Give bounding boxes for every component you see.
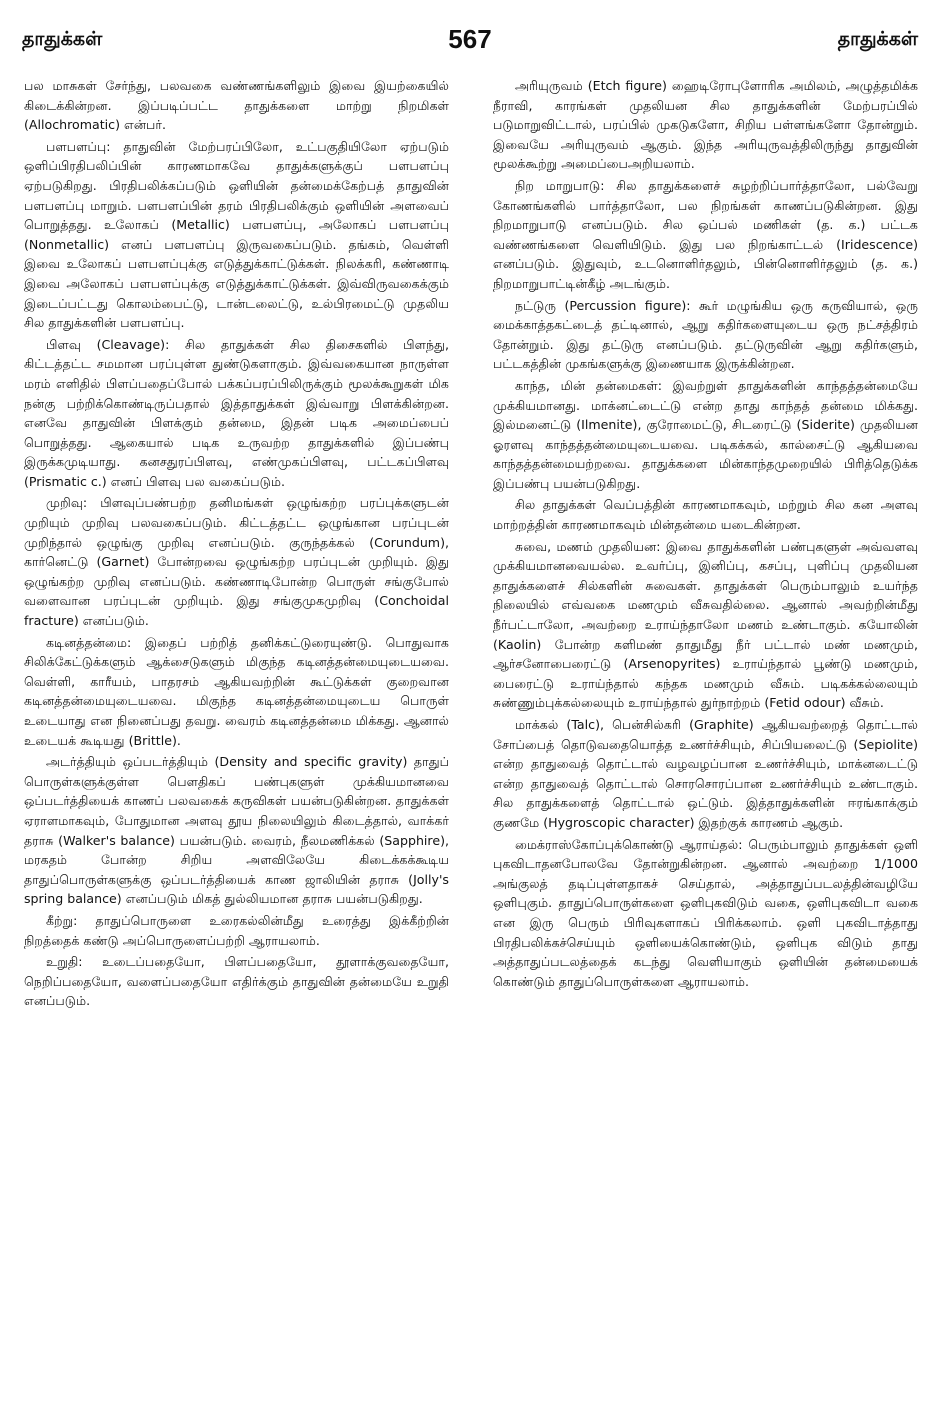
paragraph-streak: கீற்று: தாதுப்பொருளை உரைகல்லின்மீது உரைத்து இக்கீற்றின் நிறத்தைக் கண்டு அப்பொருளைப்பற்றி ஆராயலாம்.: [24, 912, 449, 948]
paragraph-density: அடர்த்தியும் ஒப்படர்த்தியும் (Density and specific gravity) தாதுப் பொருள்களுக்குள்ள பௌதிகப் பண்புகளுள் முக்கியமானவை ஒப்படர்த்தியைக் காணப் பலவகைக் கருவிகள் பயன்படுகின்றன. தாதுக்கள் ஏராளமாகவும், போதுமான அளவு தூய நிலையிலும் கிடைத்தால், வாக்கர் தராசு (Walker's balance) பயன்படும். வைரம், நீலமணிக்கல் (Sapphire), மரகதம் போன்ற சிறிய அளவிலேயே கிடைக்கக்கூடிய தாதுப்பொருள்களுக்கு ஒப்படர்த்தியைக் காண ஜாலியின் தராசு (Jolly's spring balance) எனப்படும் மிகத் துல்லியமான தராசு பயன்படுகிறது.: [24, 754, 449, 907]
paragraph-electric: சில தாதுக்கள் வெப்பத்தின் காரணமாகவும், மற்றும் சில கன அளவு மாற்றத்தின் காரணமாகவும் மின்தன்மை யடைகின்றன.: [493, 497, 918, 533]
page-number: 567: [448, 24, 492, 54]
paragraph-microscope: மைக்ராஸ்கோப்புக்கொண்டு ஆராய்தல்: பெரும்பாலும் தாதுக்கள் ஒளி புகவிடாதனபோலவே தோன்றுகின்றன. ஆனால் அவற்றை 1/1000 அங்குலத் தடிப்புள்ளதாகச் செய்தால், அத்தாதுப்படலத்தின்வழியே ஒளிபுகும். தாதுப்பொருள்களை ஒளிபுகவிடும் வகை, ஒளிபுகவிடா வகை என இரு பெரும் பிரிவுகளாகப் பிரிக்கலாம். ஒளி புகவிடாத்தாது பிரதிபலிக்கச்செய்யும் ஒளியைக்கொண்டும், ஒளிபுக விடும் தாது அத்தாதுப்படலத்தைக் கடந்து வெளியாகும் ஒளியின் தன்மையைக் கொண்டும் தாதுப்பொருள்களை ஆராயலாம்.: [493, 836, 918, 989]
paragraph-feel: மாக்கல் (Talc), பென்சில்கரி (Graphite) ஆகியவற்றைத் தொட்டால் சோப்பைத் தொடுவதையொத்த உணர்ச்சியும், சிப்பியலைட்டு (Sepiolite) என்ற தாதுவைத் தொட்டால் வழவழப்பான உணர்ச்சியும், மாக்னடைட்டு என்ற தாதுவைத் தொட்டால் சொரசொரப்பான உணர்ச்சியும் உண்டாகும். சில தாதுக்களைத் தொட்டால் ஒட்டும். இத்தாதுக்களின் ஈரங்காக்கும் குணமே (Hygroscopic character) இதற்குக் காரணம் ஆகும்.: [493, 717, 918, 830]
running-head-left: தாதுக்கள்: [22, 28, 103, 50]
paragraph-etch-figure: அரியுருவம் (Etch figure) ஹைடிரோபுளோரிக அமிலம், அழுத்தமிக்க நீராவி, காரங்கள் முதலியன சில தாதுக்களின் மேற்பரப்பில் படுமாறுவிட்டால், பரப்பில் முகடுகளோ, சிறிய பள்ளங்களோ தோன்றும். இவையே அரியுருவம் ஆகும். இந்த அரியுருவத்திலிருந்து தாதுவின் மூலக்கூற்று அமைப்பைஅறியலாம்.: [493, 78, 918, 172]
right-column: [493, 76, 918, 1406]
paragraph-fracture: முறிவு: பிளவுப்பண்பற்ற தனிமங்கள் ஒழுங்கற்ற பரப்புக்களுடன் முறியும் முறிவு பலவகைப்படும். கிட்டத்தட்ட ஒழுங்கான பரப்புடன் முறிந்தால் ஒழுங்கு முறிவு எனப்படும். குருந்தக்கல் (Corundum), கார்னெட்டு (Garnet) போன்றவை ஒழுங்கற்ற பரப்புடன் முறியும். இது ஒழுங்கற்ற முறிவு எனப்படும். கண்ணாடிபோன்ற பொருள் சங்குபோல் வளைவான பரப்புடன் முறியும். இது சங்குமுகமுறிவு (Conchoidal fracture) எனப்படும்.: [24, 495, 449, 629]
page-header: [22, 24, 918, 64]
paragraph-play-of-colour: நிற மாறுபாடு: சில தாதுக்களைச் சுழற்றிப்பார்த்தாலோ, பல்வேறு கோணங்களில் பார்த்தாலோ, பல நிறங்கள் காணப்படுகின்றன. இது நிறமாறுபாடு எனப்படும். சில ஒப்பல் மணிகள் (த. க.) பட்டக வண்ணங்களை வெளியிடும். இது பல நிறங்காட்டல் (Iridescence) எனப்படும். இதுவும், உடனொளிர்தலும், பின்னொளிர்தலும் (த. க.) நிறமாறுபாட்டின்கீழ் அடங்கும்.: [493, 177, 918, 291]
paragraph-magnetic: காந்த, மின் தன்மைகள்: இவற்றுள் தாதுக்களின் காந்தத்தன்மையே முக்கியமானது. மாக்னட்டைட்டு என்ற தாது காந்தத் தன்மை மிக்கது. இல்மனைட்டு (Ilmenite), குரோமைட்டு, சிடரைட்டு (Siderite) முதலியன ஓரளவு காந்தத்தன்மையுடையவை. படிகக்கல், கால்சைட்டு ஆகியவை காந்தத்தன்மையற்றவை. தாதுக்களை மின்காந்தமுறையில் பிரித்தெடுக்க இப்பண்பு பயன்படுகிறது.: [493, 377, 918, 491]
paragraph-lustre: பளபளப்பு: தாதுவின் மேற்பரப்பிலோ, உட்பகுதியிலோ ஏற்படும் ஒளிப்பிரதிபலிப்பின் காரணமாகவே தாதுக்களுக்குப் பளபளப்பு ஏற்படுகிறது. பிரதிபலிக்கப்படும் ஒளியின் தன்மைக்கேற்பத் தாதுவின் பளபளப்பு மாறும். பளபளப்பின் தரம் பிரதிபலிக்கும் ஒளியின் அளவைப் பொறுத்தது. உலோகப் (Metallic) பளபளப்பு, அலோகப் பளபளப்பு (Nonmetallic) எனப் பளபளப்பு இருவகைப்படும். தங்கம், வெள்ளி இவை உலோகப் பளபளப்புக்கு எடுத்துக்காட்டுக்கள். நிலக்கரி, கண்ணாடி இவை அலோகப் பளபளப்புக்கு எடுத்துக்காட்டுக்கள். இவ்விருவகைக்கும் இடைப்பட்டது கொலம்பைட்டு, டான்டலைட்டு, உல்பிரமைட்டு முதலிய சில தாதுக்களின் பளபளப்பு.: [24, 138, 449, 331]
paragraph-percussion-figure: நட்டுரு (Percussion figure): கூர் மழுங்கிய ஒரு கருவியால், ஒரு மைக்காத்தகட்டைத் தட்டினால், ஆறு கதிர்களையுடைய ஒரு நட்சத்திரம் தோன்றும். இது தட்டுரு எனப்படும். தட்டுருவின் ஆறு கதிர்களும், பட்டகத்தின் முகங்களுக்கு இணையாக இருக்கின்றன.: [493, 297, 918, 372]
left-column: [24, 76, 449, 1406]
paragraph-hardness: கடினத்தன்மை: இதைப் பற்றித் தனிக்கட்டுரையுண்டு. பொதுவாக சிலிக்கேட்டுக்களும் ஆக்சைடுகளும் மிகுந்த கடினத்தன்மையுடையவை. வெள்ளி, காரீயம், பாதரசம் ஆகியவற்றின் கூட்டுக்கள் குறைவான கடினத்தன்மையுடையவை. மிகுந்த கடினத்தன்மையுடைய பொருள் உடையாது என நினைப்பது தவறு. வைரம் கடினத்தன்மை மிக்கது. ஆனால் உடையக் கூடியது (Brittle).: [24, 634, 449, 748]
paragraph: பல மாசுகள் சேர்ந்து, பலவகை வண்ணங்களிலும் இவை இயற்கையில் கிடைக்கின்றன. இப்படிப்பட்ட தாதுக்களை மாற்று நிறமிகள் (Allochromatic) என்பர்.: [24, 78, 449, 133]
paragraph-tenacity: உறுதி: உடைப்பதையோ, பிளப்பதையோ, தூளாக்குவதையோ, நெறிப்பதையோ, வளைப்பதையோ எதிர்க்கும் தாதுவின் தன்மையே உறுதி எனப்படும்.: [24, 954, 449, 1009]
paragraph-cleavage: பிளவு (Cleavage): சில தாதுக்கள் சில திசைகளில் பிளந்து, கிட்டத்தட்ட சமமான பரப்புள்ள துண்டுகளாகும். இவ்வகையான நாருள்ள மரம் எளிதில் பிளப்பதைப்போல் பக்கப்பரப்பிலிருக்கும் மூலக்கூறுகள் மிக நன்கு பற்றிக்கொண்டிருப்பதால் இத்தாதுக்கள் இவ்வாறு பிளக்கின்றன. எனவே தாதுவின் பிளக்கும் தன்மை, இதன் படிக அமைப்பைப் பொறுத்தது. ஆகையால் படிக உருவற்ற தாதுக்களில் இப்பண்பு இருக்கமுடியாது. கனசதுரப்பிளவு, எண்முகப்பிளவு, பட்டகப்பிளவு (Prismatic c.) எனப் பிளவு பல வகைப்படும்.: [24, 336, 449, 489]
running-head-right: தாதுக்கள்: [837, 28, 918, 50]
paragraph-taste-odour: சுவை, மணம் முதலியன: இவை தாதுக்களின் பண்புகளுள் அவ்வளவு முக்கியமானவையல்ல. உவர்ப்பு, இனிப்பு, கசப்பு, புளிப்பு முதலியன தாதுக்களைச் சில்களின் சுவைகள். தாதுக்கள் பெரும்பாலும் உயர்ந்த நிலையில் எவ்வகை மணமும் வீசுவதில்லை. ஆனால் அவற்றின்மீது நீர்பட்டாலோ, அவற்றை உராய்ந்தாலோ மணம் உண்டாகும். கயோலின் (Kaolin) போன்ற களிமண் தாதுமீது நீர் பட்டால் மண் மணமும், ஆர்சனோபைரைட்டு (Arsenopyrites) உராய்ந்தால் பூண்டு மணமும், பைரைட்டு உராய்ந்தால் கந்தக மணமும் வீசும். படிகக்கல்லையும் சுண்ணும்புக்கல்லையும் உராய்ந்தால் துர்நாற்றம் (Fetid odour) வீசும்.: [493, 538, 918, 711]
